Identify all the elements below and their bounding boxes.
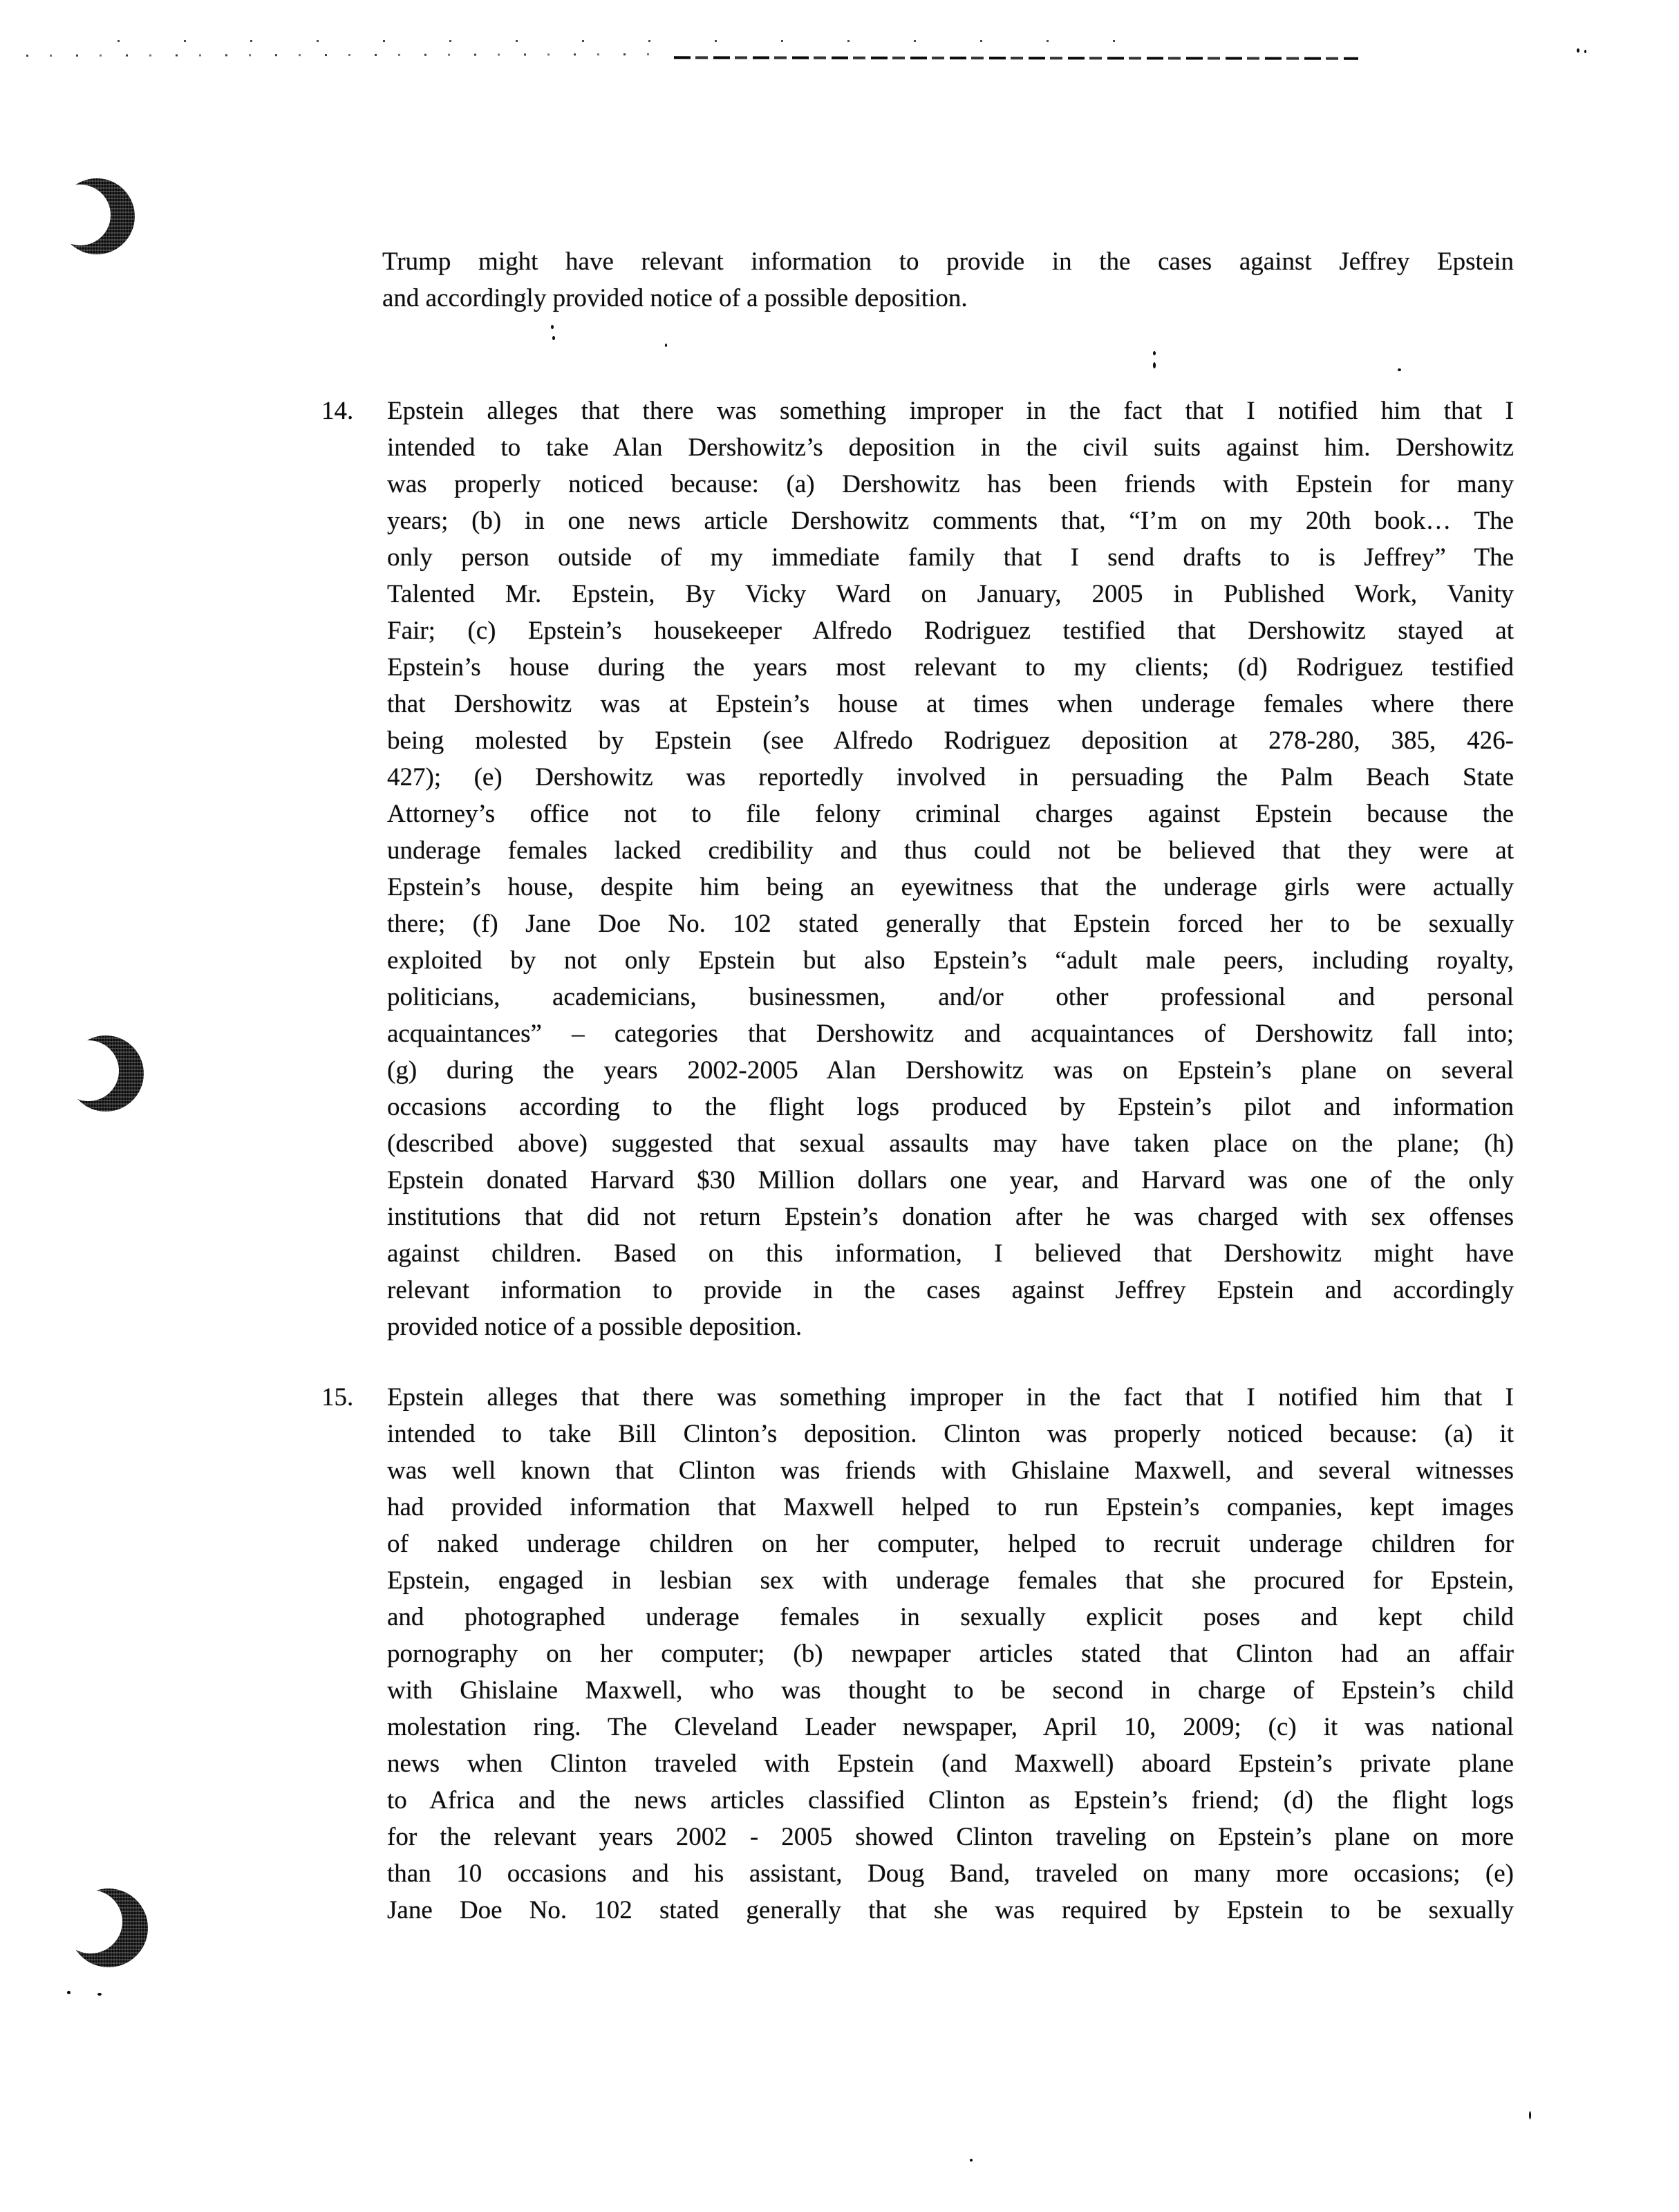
text-line: there; (f) Jane Doe No. 102 stated generally that Epstein forced her to be sexually xyxy=(387,910,1514,938)
scan-noise-line-left xyxy=(26,53,673,57)
text-line: Talented Mr. Epstein, By Vicky Ward on January, 2005 in Published Work, Vanity xyxy=(387,580,1514,608)
text-line: intended to take Bill Clinton’s deposition. Clinton was properly noticed because: (a) it xyxy=(387,1420,1514,1448)
text-line: (g) during the years 2002-2005 Alan Dershowitz was on Epstein’s plane on several xyxy=(387,1056,1514,1085)
text-line: of naked underage children on her computer, helped to recruit underage children for xyxy=(387,1530,1514,1558)
text-line: provided notice of a possible deposition. xyxy=(387,1313,803,1341)
text-line: news when Clinton traveled with Epstein (and Maxwell) aboard Epstein’s private plane xyxy=(387,1750,1514,1778)
noise-speck xyxy=(970,2159,973,2162)
text-line: Attorney’s office not to file felony criminal charges against Epstein because the xyxy=(387,800,1514,828)
crescent-artifact-middle xyxy=(68,1035,144,1112)
text-line: that Dershowitz was at Epstein’s house at times when underage females where there xyxy=(387,690,1514,718)
text-line: Epstein alleges that there was something improper in the fact that I notified him that I xyxy=(387,397,1514,425)
text-line: Fair; (c) Epstein’s housekeeper Alfredo Rodriguez testified that Dershowitz stayed at xyxy=(387,617,1514,645)
text-line: to Africa and the news articles classified Clinton as Epstein’s friend; (d) the flight logs xyxy=(387,1786,1514,1815)
paragraph-15-number: 15. xyxy=(321,1383,354,1412)
text-line: Epstein donated Harvard $30 Million dollars one year, and Harvard was one of the only xyxy=(387,1166,1514,1194)
text-line: being molested by Epstein (see Alfredo Rodriguez deposition at 278-280, 385, 426- xyxy=(387,727,1514,755)
noise-speck xyxy=(552,336,555,340)
text-line: only person outside of my immediate family that I send drafts to is Jeffrey” The xyxy=(387,543,1514,572)
paragraph-intro xyxy=(382,243,1514,317)
paragraph-14 xyxy=(321,393,1514,1345)
text-line: and photographed underage females in sexually explicit poses and kept child xyxy=(387,1603,1514,1631)
crescent-artifact-bottom xyxy=(69,1888,148,1967)
text-line: acquaintances” – categories that Dershowitz and acquaintances of Dershowitz fall into; xyxy=(387,1020,1514,1048)
scan-noise-line-right xyxy=(674,56,1358,59)
noise-speck xyxy=(1398,368,1401,371)
text-line: Epstein’s house, despite him being an eyewitness that the underage girls were actually xyxy=(387,873,1514,901)
noise-speck xyxy=(1577,48,1579,53)
text-line: exploited by not only Epstein but also Epstein’s “adult male peers, including royalty, xyxy=(387,946,1514,975)
scan-noise-dots xyxy=(118,40,1134,42)
text-line: and accordingly provided notice of a possible deposition. xyxy=(382,284,968,312)
text-line: years; (b) in one news article Dershowitz comments that, “I’m on my 20th book… The xyxy=(387,507,1514,535)
text-line: Epstein alleges that there was something improper in the fact that I notified him that I xyxy=(387,1383,1514,1412)
text-line: 427); (e) Dershowitz was reportedly involved in persuading the Palm Beach State xyxy=(387,763,1514,791)
crescent-hole xyxy=(59,1890,122,1953)
text-line: with Ghislaine Maxwell, who was thought to be second in charge of Epstein’s child xyxy=(387,1676,1514,1705)
text-line: underage females lacked credibility and thus could not be believed that they were at xyxy=(387,836,1514,865)
noise-speck xyxy=(1584,50,1586,53)
text-line: institutions that did not return Epstein’s donation after he was charged with sex offenses xyxy=(387,1203,1514,1231)
text-line: Epstein’s house during the years most relevant to my clients; (d) Rodriguez testified xyxy=(387,653,1514,682)
noise-speck xyxy=(551,325,554,329)
text-line: for the relevant years 2002 - 2005 showed Clinton traveling on Epstein’s plane on more xyxy=(387,1823,1514,1851)
noise-speck xyxy=(1153,362,1156,368)
noise-speck xyxy=(97,1993,102,1996)
text-line: politicians, academicians, businessmen, and/or other professional and personal xyxy=(387,983,1514,1011)
noise-speck xyxy=(1529,2111,1531,2119)
crescent-hole xyxy=(50,185,111,245)
text-line: pornography on her computer; (b) newpaper articles stated that Clinton had an affair xyxy=(387,1640,1514,1668)
text-line: Trump might have relevant information to provide in the cases against Jeffrey Epstein xyxy=(382,247,1514,276)
text-line: molestation ring. The Cleveland Leader newspaper, April 10, 2009; (c) it was national xyxy=(387,1713,1514,1741)
crescent-artifact-top xyxy=(59,178,135,254)
paragraph-14-number: 14. xyxy=(321,397,354,425)
noise-speck xyxy=(67,1991,71,1994)
text-line: Epstein, engaged in lesbian sex with underage females that she procured for Epstein, xyxy=(387,1566,1514,1595)
text-line: was properly noticed because: (a) Dershowitz has been friends with Epstein for many xyxy=(387,470,1514,498)
text-line: occasions according to the flight logs produced by Epstein’s pilot and information xyxy=(387,1093,1514,1121)
crescent-hole xyxy=(58,1040,119,1101)
paragraph-14-lines xyxy=(387,393,1514,1345)
text-line: relevant information to provide in the cases against Jeffrey Epstein and accordingly xyxy=(387,1276,1514,1304)
text-line: than 10 occasions and his assistant, Doug Band, traveled on many more occasions; (e) xyxy=(387,1859,1514,1888)
text-line: had provided information that Maxwell helped to run Epstein’s companies, kept images xyxy=(387,1493,1514,1521)
paragraph-15 xyxy=(321,1379,1514,1929)
text-line: (described above) suggested that sexual assaults may have taken place on the plane; (h) xyxy=(387,1130,1514,1158)
noise-speck xyxy=(1153,351,1156,355)
text-line: intended to take Alan Dershowitz’s deposition in the civil suits against him. Dershowitz xyxy=(387,433,1514,462)
text-line: was well known that Clinton was friends with Ghislaine Maxwell, and several witnesses xyxy=(387,1456,1514,1485)
noise-speck xyxy=(665,344,667,347)
text-line: Jane Doe No. 102 stated generally that she was required by Epstein to be sexually xyxy=(387,1896,1514,1924)
paragraph-15-lines xyxy=(387,1379,1514,1929)
text-line: against children. Based on this information, I believed that Dershowitz might have xyxy=(387,1239,1514,1268)
